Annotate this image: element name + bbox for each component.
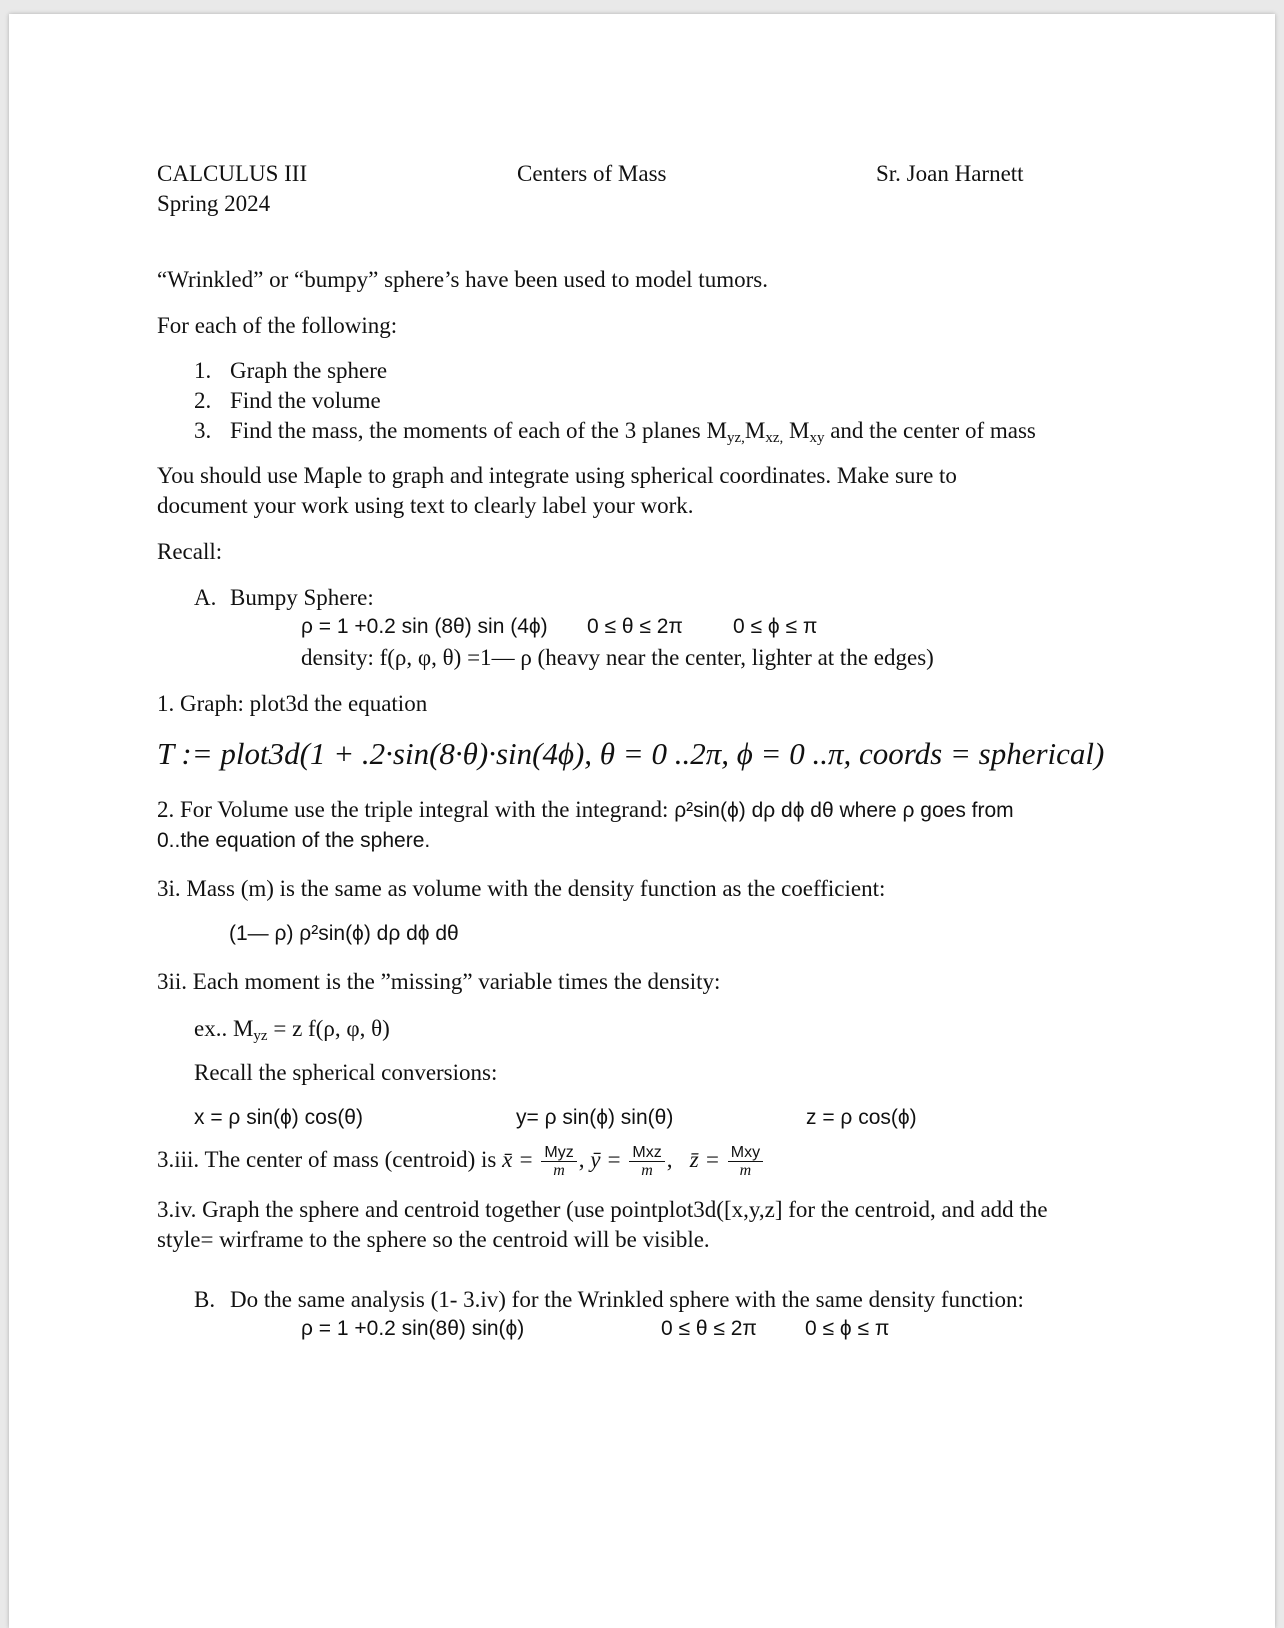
density-description: — ρ (heavy near the center, lighter at the edges) [491, 645, 934, 670]
task-number: 2. [194, 388, 212, 413]
centroid-text: 3.iii. The center of mass (centroid) is [157, 1146, 503, 1172]
moment-example-text: = z f(ρ, φ, θ) [267, 1016, 390, 1041]
subscript: xz, [765, 430, 784, 446]
instructor-name: Sr. Joan Harnett [876, 161, 1024, 186]
section-title: Bumpy Sphere: [230, 585, 374, 610]
task-text: Graph the sphere [230, 358, 388, 383]
maple-instructions-line: document your work using text to clearly label your work. [157, 493, 694, 518]
volume-instructions-cont: 0..the equation of the sphere. [157, 829, 431, 852]
numerator: Mxy [728, 1144, 763, 1162]
plot3d-command: T := plot3d(1 + .2·sin(8·θ)·sin(4ϕ), θ = 0 ..2π, ϕ = 0 ..π, coords = spherical) [157, 736, 1105, 771]
y-bar: ȳ = [590, 1146, 622, 1172]
z-bar: z̄ = [689, 1146, 720, 1172]
section-text: Do the same analysis (1- 3.iv) for the Wrinkled sphere with the same density function: [230, 1287, 1024, 1312]
moment-example-text: ex.. M [194, 1016, 254, 1041]
task-text: and the center of mass [824, 418, 1036, 443]
volume-integrand: ρ²sin(ϕ) dρ dϕ dθ where ρ goes from [674, 799, 1014, 822]
term: Spring 2024 [157, 191, 271, 216]
denominator: m [641, 1162, 653, 1179]
maple-instructions-line: You should use Maple to graph and integrate using spherical coordinates. Make sure to [157, 463, 957, 488]
volume-instructions [157, 796, 1014, 825]
section-letter: A. [194, 585, 217, 610]
task-text: Find the volume [230, 388, 381, 413]
task-item [194, 417, 1036, 452]
y-bar-fraction [629, 1144, 664, 1179]
recall-label: Recall: [157, 539, 223, 564]
x-bar-fraction [541, 1144, 576, 1179]
task-number: 3. [194, 418, 212, 443]
phi-range: 0 ≤ ϕ ≤ π [805, 1317, 890, 1340]
x-bar: x̄ = [502, 1146, 534, 1172]
mass-integrand: (1— ρ) ρ²sin(ϕ) dρ dϕ dθ [229, 922, 459, 945]
denominator: m [739, 1162, 752, 1179]
subscript: xy [809, 430, 825, 446]
theta-range: 0 ≤ θ ≤ 2π [587, 615, 683, 638]
intro-text: “Wrinkled” or “bumpy” sphere’s have been used to model tumors. [157, 267, 768, 292]
density-function [301, 644, 934, 672]
denominator: m [553, 1162, 565, 1179]
centroid-formula [157, 1144, 765, 1179]
z-conversion: z = ρ cos(ϕ) [806, 1106, 917, 1129]
graph-heading: 1. Graph: plot3d the equation [157, 691, 428, 716]
numerator: Mxz [629, 1144, 664, 1162]
task-text: M [783, 418, 810, 443]
section-letter: B. [194, 1287, 216, 1312]
graph-centroid-line: style= wirframe to the sphere so the centroid will be visible. [157, 1227, 710, 1252]
document-page [9, 14, 1275, 1628]
course-title: CALCULUS III [157, 161, 308, 186]
moment-instructions: 3ii. Each moment is the ”missing” variable times the density: [157, 969, 721, 994]
moment-example [194, 1015, 390, 1050]
recall-conversions-label: Recall the spherical conversions: [194, 1060, 498, 1085]
y-conversion: y= ρ sin(ϕ) sin(θ) [516, 1106, 674, 1129]
volume-text: 2. For Volume use the triple integral with the integrand: [157, 797, 675, 822]
subscript: yz, [726, 430, 745, 446]
task-item [194, 387, 381, 415]
topic-title: Centers of Mass [517, 161, 667, 186]
task-text: M [744, 418, 766, 443]
phi-range: 0 ≤ ϕ ≤ π [733, 615, 818, 638]
separator: , [578, 1146, 585, 1172]
wrinkled-equation: ρ = 1 +0.2 sin(8θ) sin(ϕ) [301, 1317, 525, 1340]
numerator: Myz [541, 1144, 576, 1162]
separator: , [666, 1146, 673, 1172]
mass-instructions: 3i. Mass (m) is the same as volume with the density function as the coefficient: [157, 876, 886, 901]
graph-centroid-line: 3.iv. Graph the sphere and centroid together (use pointplot3d([x,y,z] for the centroid, and add the [157, 1197, 1048, 1222]
density-label: density: f(ρ, φ, θ) =1 [301, 645, 492, 670]
bumpy-equation: ρ = 1 +0.2 sin (8θ) sin (4ϕ) [301, 615, 548, 638]
theta-range: 0 ≤ θ ≤ 2π [661, 1317, 757, 1340]
for-each-text: For each of the following: [157, 313, 398, 338]
z-bar-fraction [728, 1144, 763, 1179]
wrinkled-sphere-heading [194, 1286, 1024, 1314]
bumpy-sphere-heading [194, 584, 374, 612]
subscript: yz [253, 1028, 268, 1044]
task-number: 1. [194, 358, 212, 383]
task-item [194, 357, 387, 385]
task-text: Find the mass, the moments of each of the 3 planes M [230, 418, 727, 443]
x-conversion: x = ρ sin(ϕ) cos(θ) [194, 1106, 363, 1129]
